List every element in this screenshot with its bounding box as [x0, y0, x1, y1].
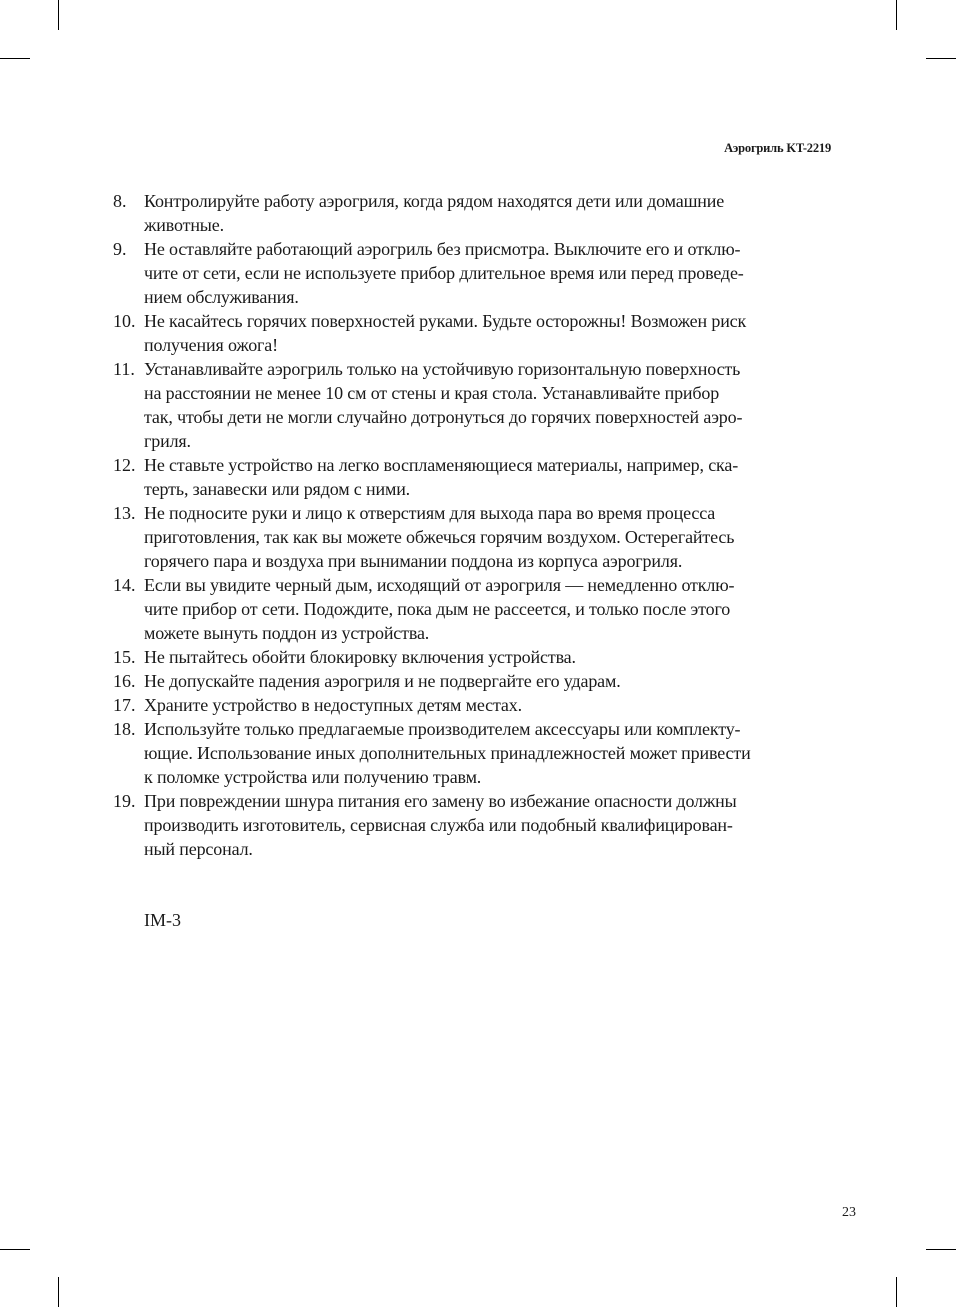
- page-number: 23: [842, 1205, 856, 1220]
- crop-mark: [926, 1249, 956, 1250]
- item-text-line: Не оставляйте работающий аэрогриль без присмотра. Выключите его и отклю-: [144, 239, 741, 259]
- item-text-line: производить изготовитель, сервисная служба или подобный квалифицирован-: [144, 815, 733, 835]
- list-item: [113, 309, 843, 357]
- item-number: 12.: [113, 455, 136, 475]
- list-item: [113, 357, 843, 453]
- item-text-line: Не пытайтесь обойти блокировку включения устройства.: [144, 647, 576, 667]
- item-text-line: Не допускайте падения аэрогриля и не подвергайте его ударам.: [144, 671, 621, 691]
- safety-instructions-list: [113, 189, 843, 861]
- crop-mark: [0, 58, 30, 59]
- crop-mark: [896, 0, 897, 30]
- item-text-line: получения ожога!: [144, 335, 278, 355]
- item-text-line: так, чтобы дети не могли случайно дотронуться до горячих поверхностей аэро-: [144, 407, 743, 427]
- item-number: 16.: [113, 671, 136, 691]
- item-number: 15.: [113, 647, 136, 667]
- list-item: [113, 645, 843, 669]
- item-text-line: гриля.: [144, 431, 191, 451]
- item-text-line: Храните устройство в недоступных детям местах.: [144, 695, 522, 715]
- document-code: IM-3: [144, 910, 181, 930]
- item-number: 8.: [113, 191, 127, 211]
- list-item: [113, 501, 843, 573]
- item-text-line: чите прибор от сети. Подождите, пока дым не рассеется, и только после этого: [144, 599, 731, 619]
- item-text-line: Устанавливайте аэрогриль только на устойчивую горизонтальную поверхность: [144, 359, 741, 379]
- item-number: 11.: [113, 359, 135, 379]
- item-text-line: ный персонал.: [144, 839, 253, 859]
- item-number: 10.: [113, 311, 136, 331]
- crop-mark: [896, 1277, 897, 1307]
- item-text-line: к поломке устройства или получению травм.: [144, 767, 482, 787]
- list-item: [113, 573, 843, 645]
- item-text-line: Если вы увидите черный дым, исходящий от аэрогриля — немедленно отклю-: [144, 575, 735, 595]
- item-number: 9.: [113, 239, 127, 259]
- item-text-line: животные.: [144, 215, 224, 235]
- item-text-line: горячего пара и воздуха при вынимании поддона из корпуса аэрогриля.: [144, 551, 683, 571]
- item-text-line: терть, занавески или рядом с ними.: [144, 479, 411, 499]
- running-header: Аэрогриль KT-2219: [724, 141, 831, 155]
- list-item: [113, 453, 843, 501]
- crop-mark: [58, 0, 59, 30]
- item-number: 19.: [113, 791, 136, 811]
- item-number: 17.: [113, 695, 136, 715]
- list-item: [113, 669, 843, 693]
- item-number: 14.: [113, 575, 136, 595]
- crop-mark: [0, 1249, 30, 1250]
- item-text-line: чите от сети, если не используете прибор длительное время или перед проведе-: [144, 263, 744, 283]
- list-item: [113, 189, 843, 237]
- item-number: 13.: [113, 503, 136, 523]
- item-text-line: на расстоянии не менее 10 см от стены и края стола. Устанавливайте прибор: [144, 383, 720, 403]
- list-item: [113, 237, 843, 309]
- list-item: [113, 789, 843, 861]
- item-text-line: При повреждении шнура питания его замену во избежание опасности должны: [144, 791, 737, 811]
- item-text-line: Не касайтесь горячих поверхностей руками. Будьте осторожны! Возможен риск: [144, 311, 747, 331]
- list-item: [113, 693, 843, 717]
- item-text-line: нием обслуживания.: [144, 287, 299, 307]
- item-text-line: можете вынуть поддон из устройства.: [144, 623, 430, 643]
- item-text-line: Контролируйте работу аэрогриля, когда рядом находятся дети или домашние: [144, 191, 725, 211]
- crop-mark: [58, 1277, 59, 1307]
- item-number: 18.: [113, 719, 136, 739]
- item-text-line: ющие. Использование иных дополнительных принадлежностей может привести: [144, 743, 751, 763]
- item-text-line: Используйте только предлагаемые производителем аксессуары или комплекту-: [144, 719, 741, 739]
- item-text-line: приготовления, так как вы можете обжечься горячим воздухом. Остерегайтесь: [144, 527, 735, 547]
- item-text-line: Не ставьте устройство на легко воспламеняющиеся материалы, например, ска-: [144, 455, 739, 475]
- item-text-line: Не подносите руки и лицо к отверстиям для выхода пара во время процесса: [144, 503, 716, 523]
- crop-mark: [926, 58, 956, 59]
- list-item: [113, 717, 843, 789]
